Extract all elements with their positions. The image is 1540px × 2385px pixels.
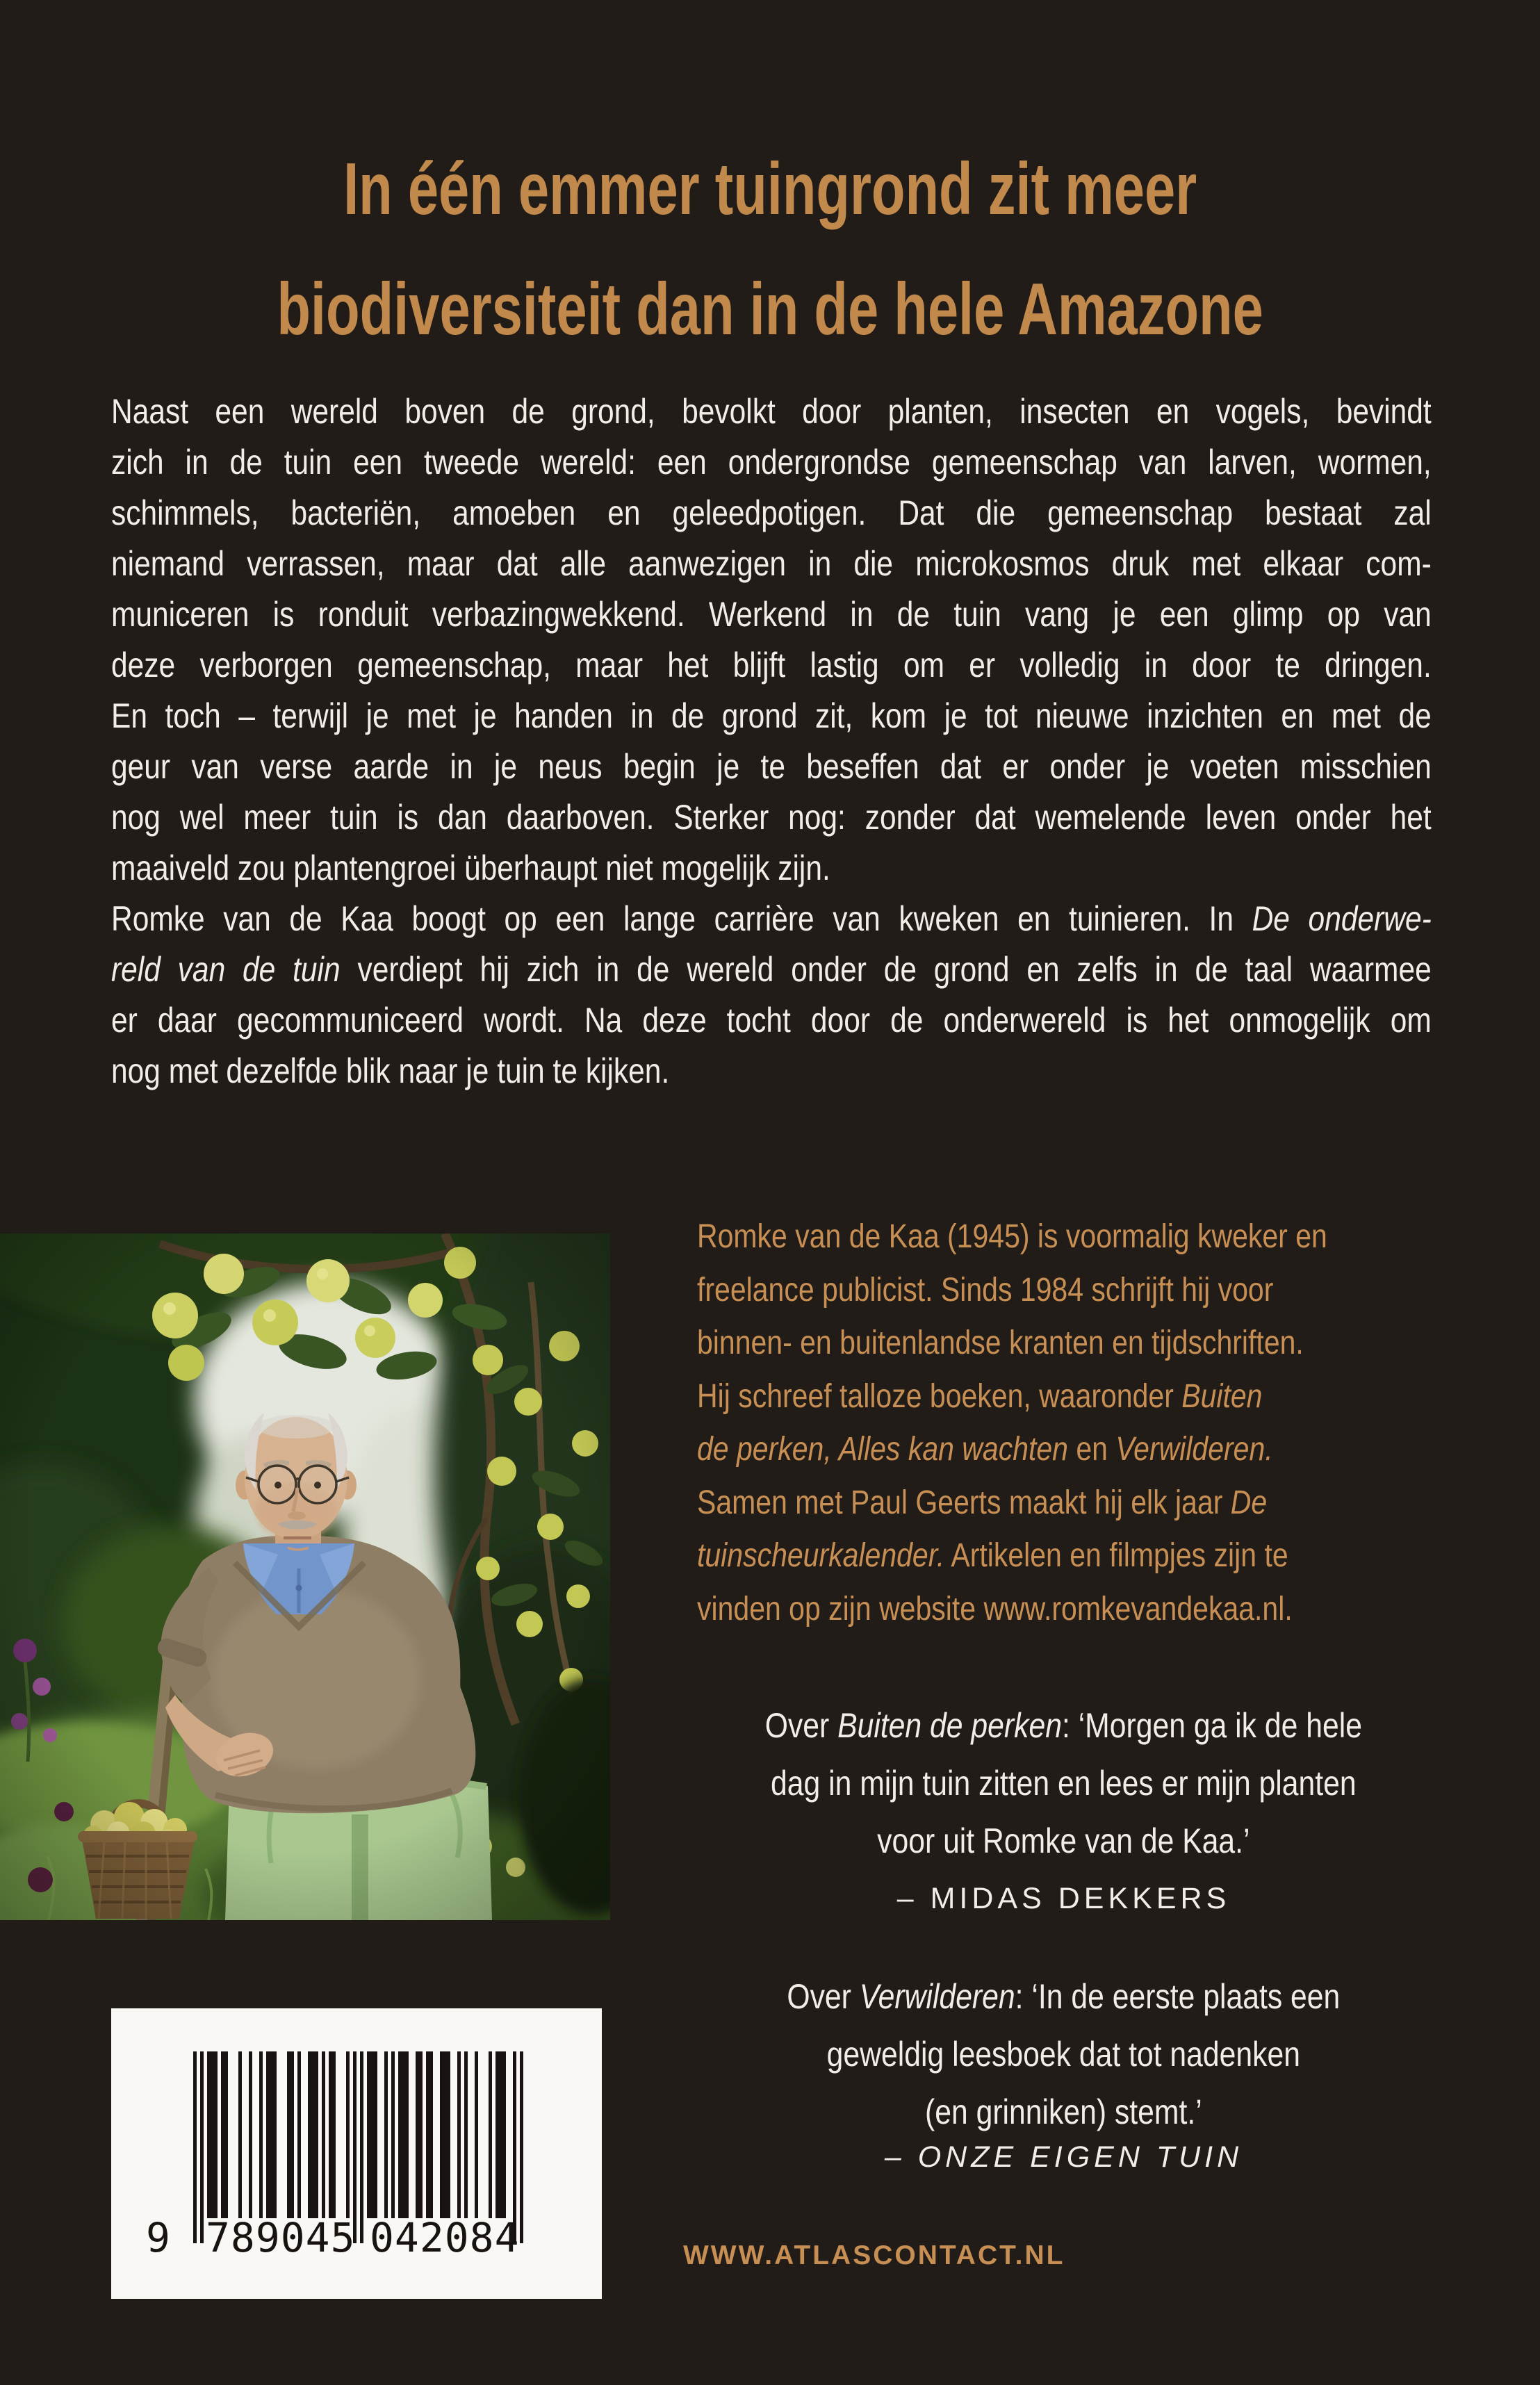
text-line: freelance publicist. Sinds 1984 schrijft hij voor <box>697 1271 1274 1309</box>
text-line: geweldig leesboek dat tot nadenken <box>826 2035 1301 2074</box>
barcode-lead-digit: 9 <box>146 2214 171 2261</box>
quote-attribution-midas-dekkers: – MIDAS DEKKERS <box>896 1882 1231 1915</box>
text-line: Samen met Paul Geerts maakt hij elk jaar De <box>697 1484 1268 1521</box>
text-line: schimmels, bacteriën, amoeben en geleedpotigen. Dat die gemeenschap bestaat zal <box>111 493 1432 532</box>
text-line: vinden op zijn website www.romkevandekaa.nl. <box>697 1590 1293 1628</box>
quote-verwilderen <box>697 1968 1430 2141</box>
text-line: Over Buiten de perken: ‘Morgen ga ik de hele <box>764 1706 1362 1745</box>
text-line: dag in mijn tuin zitten en lees er mijn planten <box>771 1764 1357 1803</box>
text-line: Hij schreef talloze boeken, waaronder Buiten <box>697 1377 1263 1415</box>
text-line: Naast een wereld boven de grond, bevolkt door planten, insecten en vogels, bevindt <box>111 392 1432 431</box>
quote-buiten-de-perken <box>697 1697 1430 1870</box>
text-line: binnen- en buitenlandse kranten en tijdschriften. <box>697 1325 1304 1361</box>
author-photo <box>0 1234 610 1920</box>
text-line: geur van verse aarde in je neus begin je te beseffen dat er onder je voeten misschien <box>111 747 1432 786</box>
quote-attribution-onze-eigen-tuin: – ONZE EIGEN TUIN <box>884 2140 1243 2174</box>
text-line: En toch – terwijl je met je handen in de grond zit, kom je tot nieuwe inzichten en met de <box>111 696 1432 735</box>
text-line: deze verborgen gemeenschap, maar het blijft lastig om er volledig in door te dringen. <box>111 646 1432 685</box>
headline <box>0 129 1540 370</box>
photo-vignette <box>0 1234 610 1920</box>
barcode-panel <box>111 2008 602 2299</box>
author-bio <box>697 1211 1430 1636</box>
publisher-website: WWW.ATLASCONTACT.NL <box>683 2240 1065 2270</box>
text-line: de perken, Alles kan wachten en Verwilderen. <box>697 1431 1273 1468</box>
body-copy <box>111 386 1432 1097</box>
text-line: nog met dezelfde blik naar je tuin te kijken. <box>111 1051 670 1090</box>
text-line: voor uit Romke van de Kaa.’ <box>877 1821 1250 1860</box>
text-line: (en grinniken) stemt.’ <box>924 2092 1202 2131</box>
text-line: Over Verwilderen: ‘In de eerste plaats een <box>787 1977 1341 2016</box>
text-line: maaiveld zou plantengroei überhaupt niet mogelijk zijn. <box>111 849 830 887</box>
text-line: In één emmer tuingrond zit meer <box>343 148 1197 230</box>
text-line: niemand verrassen, maar dat alle aanwezigen in die microkosmos druk met elkaar com- <box>111 544 1432 583</box>
text-line: reld van de tuin verdiept hij zich in de wereld onder de grond en zelfs in de taal waarmee <box>111 950 1432 989</box>
text-line: Romke van de Kaa boogt op een lange carrière van kweken en tuinieren. In De onderwe- <box>111 899 1432 938</box>
text-line: er daar gecommuniceerd wordt. Na deze tocht door de onderwereld is het onmogelijk om <box>111 1001 1432 1040</box>
text-line: Romke van de Kaa (1945) is voormalig kweker en <box>697 1218 1327 1255</box>
barcode-group2: 042084 <box>370 2214 520 2261</box>
text-line: tuinscheurkalender. Artikelen en filmpjes zijn te <box>697 1537 1288 1574</box>
text-line: municeren is ronduit verbazingwekkend. Werkend in de tuin vang je een glimp op van <box>111 595 1432 634</box>
text-line: nog wel meer tuin is dan daarboven. Sterker nog: zonder dat wemelende leven onder het <box>111 798 1432 837</box>
text-line: zich in de tuin een tweede wereld: een ondergrondse gemeenschap van larven, wormen, <box>111 443 1432 482</box>
text-line: biodiversiteit dan in de hele Amazone <box>277 268 1263 350</box>
barcode-group1: 789045 <box>206 2214 356 2261</box>
